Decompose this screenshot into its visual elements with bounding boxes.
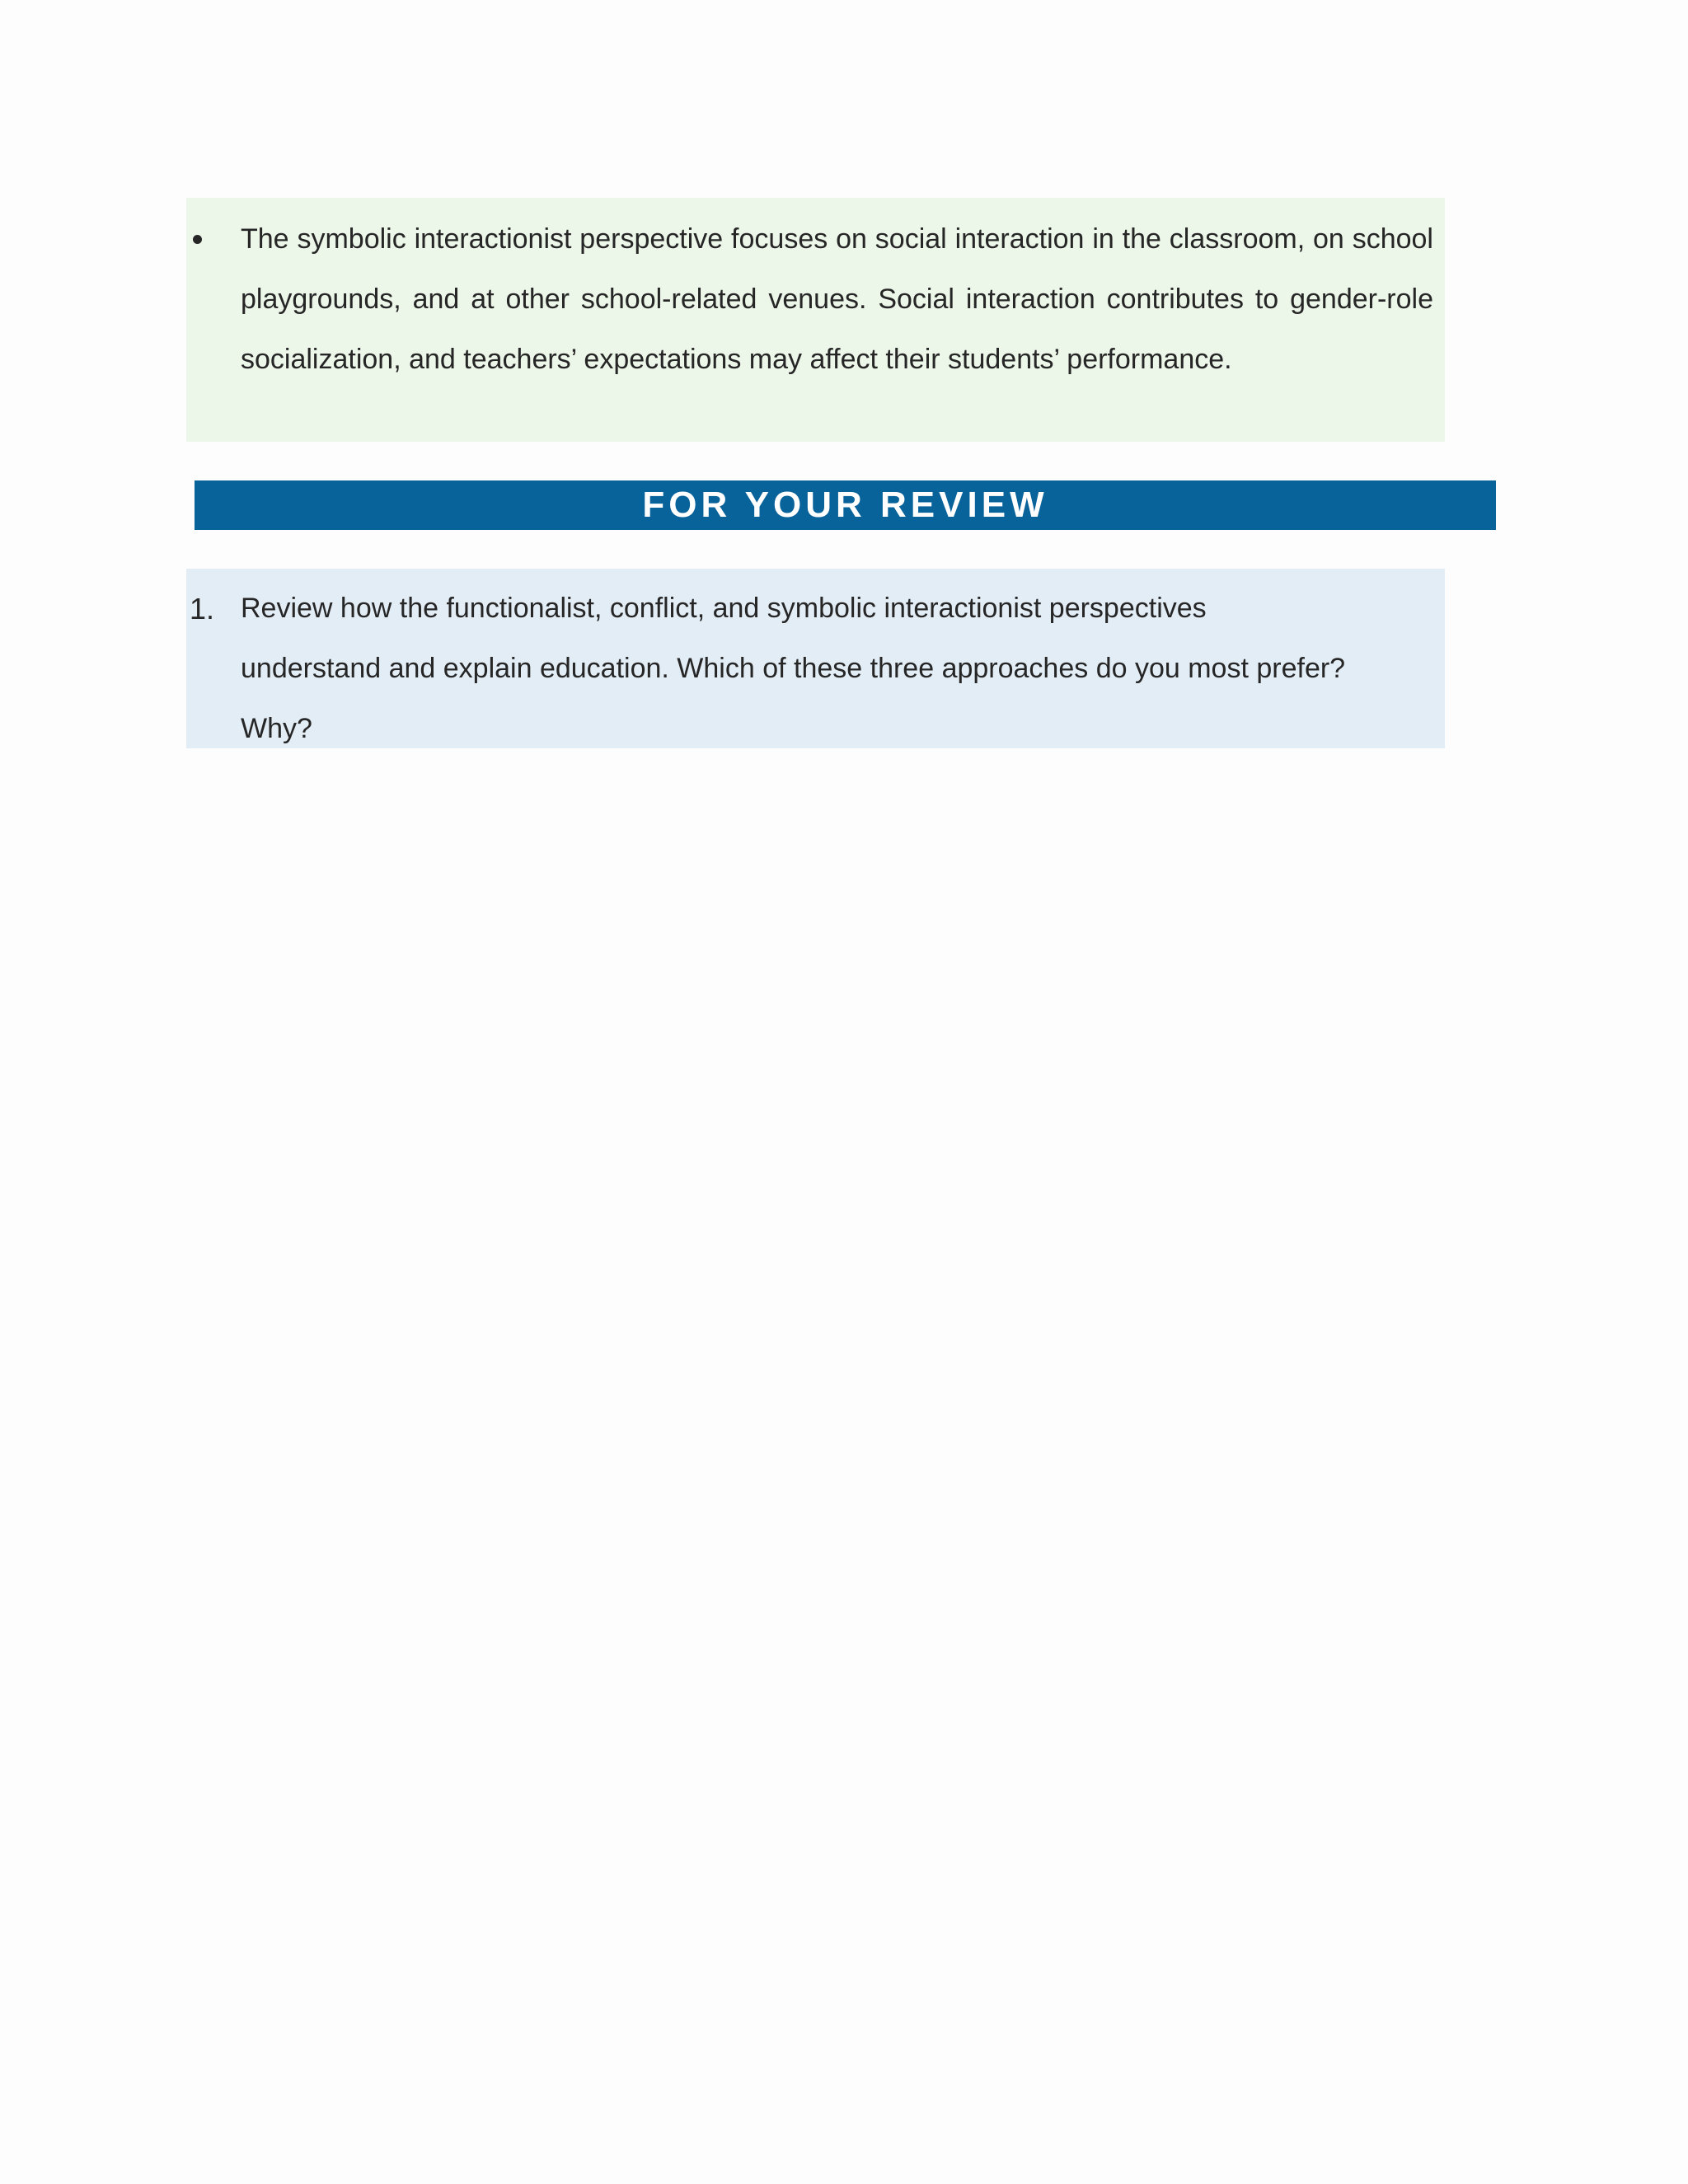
- summary-bullet-text: The symbolic interactionist perspective focuses on social interaction in the classroom, on school playgrounds, and at other school-related venues. Social interaction contributes to gender-role socialization, and teachers’ expectations may affect their students’ performance.: [241, 223, 1433, 375]
- question-text: Review how the functionalist, conflict, and symbolic interactionist perspectives understand and explain education. Which of these three approaches do you most prefer? Why?: [241, 593, 1346, 744]
- bullet-icon: [193, 235, 202, 244]
- for-your-review-banner: FOR YOUR REVIEW: [195, 480, 1496, 530]
- question-number: 1.: [190, 592, 215, 626]
- summary-bullet-item: [186, 209, 1445, 457]
- review-question-item: [186, 579, 1445, 768]
